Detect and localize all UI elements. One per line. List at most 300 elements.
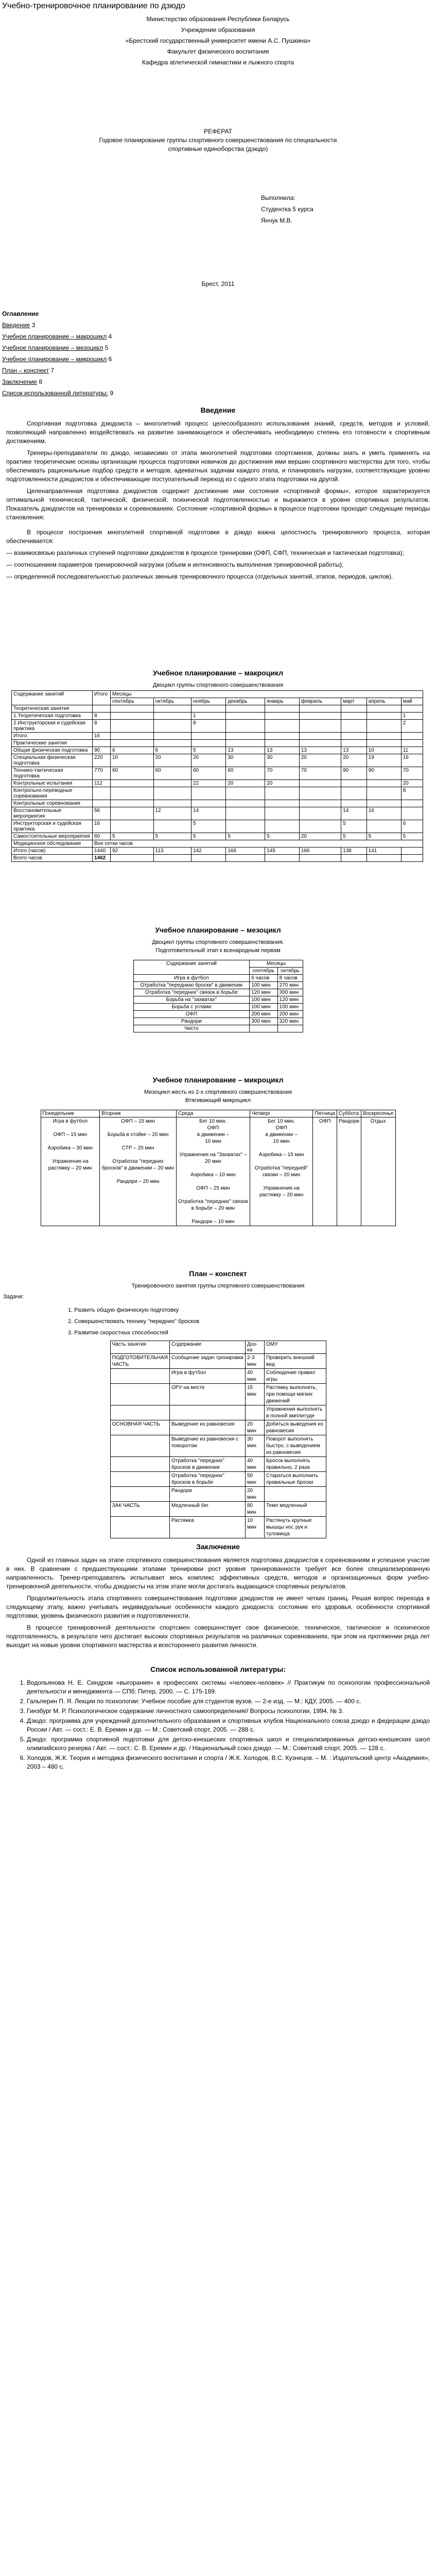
meso-cell: 100 мин: [250, 996, 277, 1004]
macro-table: [11, 690, 423, 862]
micro-caption-1: Мезоцикл жесть из 2-х спортивного совершенствования: [144, 1089, 292, 1095]
macro-cell: [299, 733, 341, 740]
plan-row: [110, 1517, 326, 1538]
macro-cell: [191, 800, 225, 807]
plan-content: Отработка "передних" бросков в движении: [169, 1457, 245, 1472]
macro-cell: [265, 787, 300, 800]
plan-tasks-label: Задачи:: [3, 1294, 24, 1300]
plan-header-part: Часть занятия: [110, 1341, 169, 1354]
macro-cell: [153, 713, 191, 720]
macro-month-header: февраль: [299, 698, 341, 705]
doc-type: РЕФЕРАТ: [204, 128, 232, 135]
plan-title: План – конспект: [189, 1269, 247, 1278]
document-title: Учебно-тренировочное планирование по дзюдо: [2, 2, 185, 10]
plan-task: 1. Развить общую физическую подготовку: [68, 1307, 179, 1313]
meso-row: [133, 989, 303, 996]
toc-link[interactable]: Список использованной литературы:: [2, 389, 108, 397]
meso-row-label: Отработка "передних" связок в борьбе: [133, 989, 250, 996]
meso-cell: 120 мин: [250, 989, 277, 996]
faculty-line: Факультет физического воспитания: [167, 48, 269, 55]
meso-row-label: Игра в футбол: [133, 975, 250, 982]
macro-cell: [341, 740, 367, 747]
macro-cell: 20: [401, 780, 423, 787]
macro-row-total: 90: [93, 747, 111, 754]
macro-cell: 138: [341, 848, 367, 855]
intro-paragraph: — соотношением параметров тренировочной нагрузки (объем и интенсивность выполнения тренировочной работы);: [6, 561, 344, 568]
plan-header-omu: ОМУ: [264, 1341, 326, 1354]
macro-row: [12, 713, 423, 720]
macro-cell: 13: [299, 747, 341, 754]
macro-row-label: Медицинское обследование: [12, 840, 93, 848]
macro-cell: 16: [401, 754, 423, 767]
macro-row: [12, 840, 423, 848]
macro-cell: [226, 855, 265, 862]
title-page: [1, 14, 435, 287]
macro-cell: [153, 787, 191, 800]
meso-cell: 320 мин: [277, 1018, 303, 1025]
macro-row-label: Контрольно-переводные соревнования: [12, 787, 93, 800]
micro-day-header: Четверг: [250, 1110, 312, 1117]
macro-cell: 14: [191, 807, 225, 820]
macro-month-header: сентябрь: [111, 698, 154, 705]
meso-row: [133, 996, 303, 1004]
macro-cell: [341, 855, 367, 862]
macro-row: [12, 848, 423, 855]
micro-day-cell: ОФП – 15 мин Борьба в стойке – 20 мин СТР – 20 мин Отработка "передних бросков" в движении – 20 мин Рандори – 20 мин: [100, 1117, 177, 1226]
macro-cell: [153, 855, 191, 862]
city-year: Брест, 2011: [201, 280, 235, 287]
macro-cell: [153, 733, 191, 740]
macro-month-header: апрель: [367, 698, 401, 705]
macro-cell: [299, 740, 341, 747]
macro-cell: 13: [265, 747, 300, 754]
department-line: Учреждение образования: [181, 26, 255, 33]
plan-content: Сообщение задач тренировки: [169, 1354, 245, 1369]
plan-dose: 40 мин: [245, 1369, 264, 1384]
macro-cell: [401, 740, 423, 747]
macro-row: [12, 705, 423, 713]
micro-title: Учебное планирование – микроцикл: [152, 1076, 284, 1084]
macro-cell: 5: [265, 833, 300, 840]
macro-cell: [153, 720, 191, 733]
macro-cell: 11: [401, 747, 423, 754]
meso-row: [133, 1011, 303, 1018]
intro-paragraph: Тренеры-преподаватели по дзюдо, независимо от этапа многолетней подготовки спортсменов, должны знать и уметь применять на практике теоретические основы организации процесса подготовки новичков до достижения ими вершин спортивного мастерства для того, чтобы обеспечивать рациональные подбор средств и методов, адекватных задачам каждого этапа, и планировать нагрузки, соответствующие уровню подготовленности дзюдоистов и обеспечивающие поступательный переход из с одного этапа подготовки на другой.: [6, 449, 430, 483]
macro-cell: 6: [153, 747, 191, 754]
macro-cell: [265, 705, 300, 713]
macro-cell: [367, 705, 401, 713]
macro-cell: [265, 740, 300, 747]
macro-cell: [299, 855, 341, 862]
plan-part: [110, 1435, 169, 1457]
micro-day-cell: Бег 10 мин. ОФП в движении – 10 мин Аэробика – 15 мин Отработка "передней" связки – 20 мин Упражнения на растяжку – 20 мин: [250, 1117, 312, 1226]
meso-cell: 6 часов: [250, 975, 277, 982]
macro-cell: 70: [401, 767, 423, 780]
macro-cell: 20: [191, 754, 225, 767]
biblio-title: Список использованной литературы:: [150, 1665, 286, 1673]
macro-cell: [153, 705, 191, 713]
plan-content: Растяжка: [169, 1517, 245, 1538]
meso-header-months: Месяцы: [250, 960, 303, 968]
macro-row-total: 220: [93, 754, 111, 767]
plan-omu: Упражнения выполнять в полной амплитуде: [264, 1405, 326, 1420]
macro-month-header: октябрь: [153, 698, 191, 705]
meso-cell: [250, 1025, 277, 1032]
macro-cell: 16: [367, 807, 401, 820]
toc-link[interactable]: Заключение: [2, 378, 37, 385]
macro-row-label: Контрольные соревнования: [12, 800, 93, 807]
plan-caption: Тренировочного занятия группы спортивного совершенствования: [131, 1283, 305, 1289]
chair-line: Кафедра atлетической гимнастики и лыжного спорта: [142, 59, 294, 66]
macro-row: [12, 807, 423, 820]
plan-part: [110, 1405, 169, 1420]
macro-cell: 166: [226, 848, 265, 855]
meso-row: [133, 1004, 303, 1011]
plan-part: ЗАК ЧАСТЬ: [110, 1502, 169, 1517]
plan-omu: Растяжку выполнять, при помощи мягких движений: [264, 1384, 326, 1405]
macro-row-label: Практические занятия: [12, 740, 93, 747]
micro-day-cell: Рандори: [337, 1117, 361, 1226]
macro-cell: 5: [226, 833, 265, 840]
macro-cell: 145: [265, 848, 300, 855]
plan-table: [110, 1341, 326, 1538]
macro-row: [12, 855, 423, 862]
macro-cell: 30: [265, 754, 300, 767]
macro-cell: [111, 705, 154, 713]
macro-cell: [265, 713, 300, 720]
micro-table: [41, 1110, 396, 1226]
plan-content: [169, 1405, 245, 1420]
macro-cell: [111, 740, 154, 747]
macro-cell: 20: [153, 754, 191, 767]
macro-cell: [226, 713, 265, 720]
meso-cell: 200 мин: [250, 1011, 277, 1018]
macro-cell: [265, 807, 300, 820]
macro-cell: 20: [226, 780, 265, 787]
plan-dose: 50 мин: [245, 1472, 264, 1487]
macro-cell: [367, 720, 401, 733]
macro-row-label: Контрольные испытания: [12, 780, 93, 787]
micro-day-cell: Бег 10 мин. ОФП в движении – 10 мин Упражнения на "Захватах" – 20 мин Аэробика – 10 мин ОФП – 25 мин Отработка "передних" связок в борьбе – 20 мин Рандори – 10 мин: [176, 1117, 250, 1226]
macro-row-total: 770: [93, 767, 111, 780]
bibliography-item: 1. Водопьянова Н. Е. Синдром «выгорания» в профессиях системы «человек-человек» // Практикум по психологии профессиональной деятельности и менеджмента — СПб: Питер, 2000. — С. 175-189.: [27, 1679, 430, 1696]
toc-item[interactable]: Учебное планирование – макроцикл 4: [2, 333, 112, 340]
macro-cell: [367, 740, 401, 747]
macro-cell: 113: [153, 848, 191, 855]
meso-row-label: Борьба с углами: [133, 1004, 250, 1011]
macro-row-total: [93, 787, 111, 800]
macro-row-total: 56: [93, 807, 111, 820]
plan-omu: [264, 1487, 326, 1502]
bibliography-item: 2. Гальперин П. Я. Лекции по психологии: Учебное пособие для студентов вузов. — 2-е изд. — М.: КДУ, 2005. — 400 с.: [27, 1697, 430, 1706]
intro-paragraph: — взаимосвязью различных ступеней подготовки дзюдоистов в процессе тренировки (ОФП, СФП, техническая и тактическая подготовка);: [6, 549, 404, 556]
macro-row: [12, 767, 423, 780]
toc-link[interactable]: Введение: [2, 321, 30, 329]
table-of-contents: [1, 308, 435, 399]
macro-cell: [111, 807, 154, 820]
macro-header-total: Итого: [93, 691, 111, 705]
macro-cell: 30: [226, 754, 265, 767]
macro-row-label: Общая физическая подготовка: [12, 747, 93, 754]
bibliography-list: [16, 1679, 430, 1771]
macro-cell: [299, 820, 341, 833]
plan-dose: 80 мин: [245, 1502, 264, 1517]
intro-title: Введение: [200, 406, 236, 414]
topic-line-2: спортивные единоборства (дзюдо): [168, 145, 268, 152]
meso-row: [133, 982, 303, 989]
plan-row: [110, 1384, 326, 1405]
macro-cell: [401, 807, 423, 820]
macro-row-label: Всего часов: [12, 855, 93, 862]
macro-row-total: 8: [93, 720, 111, 733]
macro-header-content: Содержание занятий: [12, 691, 93, 705]
plan-header-content: Содержание: [169, 1341, 245, 1354]
macro-cell: 13: [226, 747, 265, 754]
macro-cell: 14: [341, 807, 367, 820]
meso-table: [133, 960, 303, 1032]
plan-content: Игра в футбол: [169, 1369, 245, 1384]
macro-row-label: Специальная физическая подготовка: [12, 754, 93, 767]
meso-header-month: октябрь: [277, 968, 303, 975]
meso-row: [133, 975, 303, 982]
macro-cell: [299, 800, 341, 807]
macro-cell: 5: [341, 820, 367, 833]
university-line: «Брестский государственный университет имени А.С. Пушкина»: [125, 37, 311, 44]
macro-row: [12, 820, 423, 833]
macro-row: [12, 754, 423, 767]
plan-row: [110, 1420, 326, 1435]
plan-omu: Проверить внешний вид: [264, 1354, 326, 1369]
macro-cell: 166: [299, 848, 341, 855]
meso-row: [133, 1025, 303, 1032]
macro-cell: 92: [111, 848, 154, 855]
macro-row-label: Итого (часов): [12, 848, 93, 855]
plan-part: [110, 1384, 169, 1405]
toc-item[interactable]: Учебное планирование – микроцикл 6: [2, 355, 112, 363]
meso-caption-1: Двоцикл группы спортивного совершенствования.: [152, 939, 284, 945]
macro-cell: 5: [191, 833, 225, 840]
macro-cell: 60: [191, 767, 225, 780]
macro-row: [12, 833, 423, 840]
macro-cell: 5: [401, 833, 423, 840]
macro-cell: [367, 733, 401, 740]
macro-row-total: 16: [93, 733, 111, 740]
macro-cell: 12: [153, 807, 191, 820]
macro-cell: 2: [401, 720, 423, 733]
plan-row: [110, 1354, 326, 1369]
plan-content: Выведение из равновесия: [169, 1420, 245, 1435]
macro-cell: 20: [265, 780, 300, 787]
macro-cell: [226, 800, 265, 807]
meso-row-label: Рандори: [133, 1018, 250, 1025]
macro-cell: 13: [341, 747, 367, 754]
micro-day-header: Среда: [176, 1110, 250, 1117]
macro-cell: 141: [367, 848, 401, 855]
macro-month-header: декабрь: [226, 698, 265, 705]
micro-day-header: Понедельник: [41, 1110, 100, 1117]
intro-paragraph: Целенаправленная подготовка дзюдоистов содержит достижение ими состояния «спортивной формы», которое характеризуется оптимальной технической, тактической, физической, психической подготовленностью и выражается в уровне спортивных результатов. Показатель дзюдоистов на тренировках и соревнованиях. Состояние «спортивной формы» в процессе подготовки проходит следующие периоды становления:: [6, 487, 430, 521]
macro-cell: 1: [191, 713, 225, 720]
macro-cell: [153, 780, 191, 787]
meso-cell: 100 мин: [250, 1004, 277, 1011]
macro-cell: 5: [191, 820, 225, 833]
micro-day-header: Пятница: [313, 1110, 337, 1117]
meso-cell: 100 мин: [277, 1004, 303, 1011]
macro-row-label: Теоретическая занятия: [12, 705, 93, 713]
plan-task: 2. Совершенствовать технику "передних" бросков: [68, 1318, 200, 1325]
macro-cell: 20: [299, 754, 341, 767]
meso-cell: 270 мин: [277, 982, 303, 989]
macro-row-label: Инструкторская и судейская практика: [12, 820, 93, 833]
author-block: [1, 192, 435, 226]
macro-cell: [341, 720, 367, 733]
macro-cell: [191, 787, 225, 800]
student-course: Студентка 5 курса: [261, 206, 313, 213]
macro-cell: [226, 787, 265, 800]
macro-cell: [265, 800, 300, 807]
macro-cell: 70: [299, 767, 341, 780]
macro-cell: [401, 848, 423, 855]
macro-row-label: Технико-тактическая подготовка: [12, 767, 93, 780]
micro-day-cell: Отдых: [361, 1117, 395, 1226]
macro-cell: 10: [367, 747, 401, 754]
micro-day-cell: Игра в футбол ОФП – 15 мин Аэробика – 30 мин Упражнения на растяжку – 20 мин: [41, 1117, 100, 1226]
meso-row-label: Борьба на "захватах": [133, 996, 250, 1004]
macro-row-note: Вне сетки часов: [93, 840, 423, 848]
micro-day-header: Воскресенье: [361, 1110, 395, 1117]
macro-cell: [341, 705, 367, 713]
macro-cell: 5: [111, 833, 154, 840]
macro-cell: 5: [191, 747, 225, 754]
macro-cell: [341, 713, 367, 720]
plan-dose: 15 мин: [245, 1384, 264, 1405]
macro-cell: [111, 733, 154, 740]
macro-cell: 5: [367, 833, 401, 840]
macro-cell: [401, 705, 423, 713]
toc-link[interactable]: Учебное планирование – макроцикл: [2, 333, 107, 340]
topic-line-1: Годовое планирование группы спортивного совершенствования по специальности: [99, 137, 337, 144]
toc-link[interactable]: Учебное планирование – микроцикл: [2, 355, 107, 363]
macro-cell: [367, 820, 401, 833]
toc-item[interactable]: Учебное планирование – мезоцикл 5: [2, 344, 109, 351]
meso-row-label: Чисто: [133, 1025, 250, 1032]
plan-omu: Темп медленный: [264, 1502, 326, 1517]
macro-row: [12, 740, 423, 747]
toc-item[interactable]: Заключение 8: [2, 378, 43, 385]
macro-cell: 1: [401, 713, 423, 720]
toc-heading: Оглавление: [2, 310, 39, 317]
bibliography-item: 5. Дзюдо: программа спортивной подготовки для детско-юношеских спортивных школ и специализированных детско-юношеских школ олимпийского резерва / Авт. — сост.: С. В. Еремин и др. / Национальный союз дзюдо. — М.: Советский спорт, 2005. — 128 с.: [27, 1735, 430, 1753]
macro-cell: [265, 733, 300, 740]
plan-row: [110, 1405, 326, 1420]
toc-link[interactable]: План – конспект: [2, 367, 49, 374]
micro-day-header: Вторник: [100, 1110, 177, 1117]
micro-day-header: Суббота: [337, 1110, 361, 1117]
macro-row-label: 2.Инструкторская и судейская практика: [12, 720, 93, 733]
macro-row-total: 112: [93, 780, 111, 787]
macro-cell: [341, 800, 367, 807]
toc-item[interactable]: Список использованной литературы: 9: [2, 389, 114, 397]
macro-cell: [341, 780, 367, 787]
macro-cell: 70: [265, 767, 300, 780]
macro-cell: 10: [111, 754, 154, 767]
macro-cell: [191, 705, 225, 713]
toc-link[interactable]: Учебное планирование – мезоцикл: [2, 344, 103, 351]
macro-row-total: 1440: [93, 848, 111, 855]
macro-row-total: [93, 740, 111, 747]
macro-row-label: Итого:: [12, 733, 93, 740]
macro-month-header: май: [401, 698, 423, 705]
macro-cell: 8: [401, 787, 423, 800]
macro-cell: [111, 720, 154, 733]
macro-cell: [265, 720, 300, 733]
macro-month-header: январь: [265, 698, 300, 705]
toc-item[interactable]: Введение 3: [2, 321, 36, 329]
macro-cell: [367, 800, 401, 807]
intro-paragraph: В процессе построения многолетней спортивной подготовки в дзюдо важна целостность тренировочного процесса, которая обеспечивается:: [6, 529, 430, 545]
macro-cell: [226, 705, 265, 713]
macro-row-total: 8: [93, 713, 111, 720]
meso-cell: 300 мин: [250, 1018, 277, 1025]
plan-row: [110, 1369, 326, 1384]
macro-row: [12, 787, 423, 800]
meso-cell: 300 мин: [277, 989, 303, 996]
macro-cell: [299, 713, 341, 720]
meso-cell: 8 часов: [277, 975, 303, 982]
macro-cell: 6: [401, 820, 423, 833]
toc-item[interactable]: План – конспект 7: [2, 367, 55, 374]
plan-content: Отработка "передних" бросков в борьбе: [169, 1472, 245, 1487]
macro-cell: [367, 780, 401, 787]
meso-row: [133, 1018, 303, 1025]
meso-title: Учебное планирование – мезоцикл: [155, 926, 281, 934]
macro-row-total: [93, 800, 111, 807]
student-name: Янчук М.В.: [261, 217, 292, 224]
macro-cell: 90: [341, 767, 367, 780]
macro-cell: [226, 820, 265, 833]
macro-cell: 5: [153, 833, 191, 840]
meso-cell: 200 мин: [277, 1011, 303, 1018]
macro-row-total: 60: [93, 833, 111, 840]
macro-cell: 142: [191, 848, 225, 855]
macro-cell: [153, 740, 191, 747]
plan-row: [110, 1502, 326, 1517]
macro-cell: [401, 855, 423, 862]
macro-title: Учебное планирование – макроцикл: [152, 669, 284, 677]
macro-cell: [341, 787, 367, 800]
macro-cell: [265, 820, 300, 833]
macro-cell: 20: [341, 754, 367, 767]
plan-dose: 30 мин: [245, 1435, 264, 1457]
plan-content: Медленный бег: [169, 1502, 245, 1517]
plan-dose: [245, 1405, 264, 1420]
macro-cell: [367, 713, 401, 720]
plan-dose: 40 мин: [245, 1457, 264, 1472]
plan-dose: 10 мин: [245, 1517, 264, 1538]
plan-omu: Соблюдение правил игры: [264, 1369, 326, 1384]
meso-row-label: ОФП: [133, 1011, 250, 1018]
macro-cell: [265, 855, 300, 862]
meso-cell: 120 мин: [277, 996, 303, 1004]
plan-part: ОСНОВНАЯ ЧАСТЬ: [110, 1420, 169, 1435]
meso-caption-2: Подготовительный этап к всенародным первам: [155, 947, 281, 954]
macro-cell: [111, 780, 154, 787]
intro-paragraph: Спортивная подготовка дзюдоиста – многолетний процесс целесообразного использования знаний, средств, методов и условий, позволяющий направленно воздействовать на развитие занимающегося и обеспечивать необходимую степень его готовности к спортивным достижениям.: [6, 420, 430, 445]
intro-paragraph: — определенной последовательностью различных звеньев тренировочного процесса (отдельных занятий, этапов, периодов, циклов).: [6, 573, 393, 580]
plan-row: [110, 1472, 326, 1487]
macro-cell: [367, 855, 401, 862]
macro-row: [12, 747, 423, 754]
